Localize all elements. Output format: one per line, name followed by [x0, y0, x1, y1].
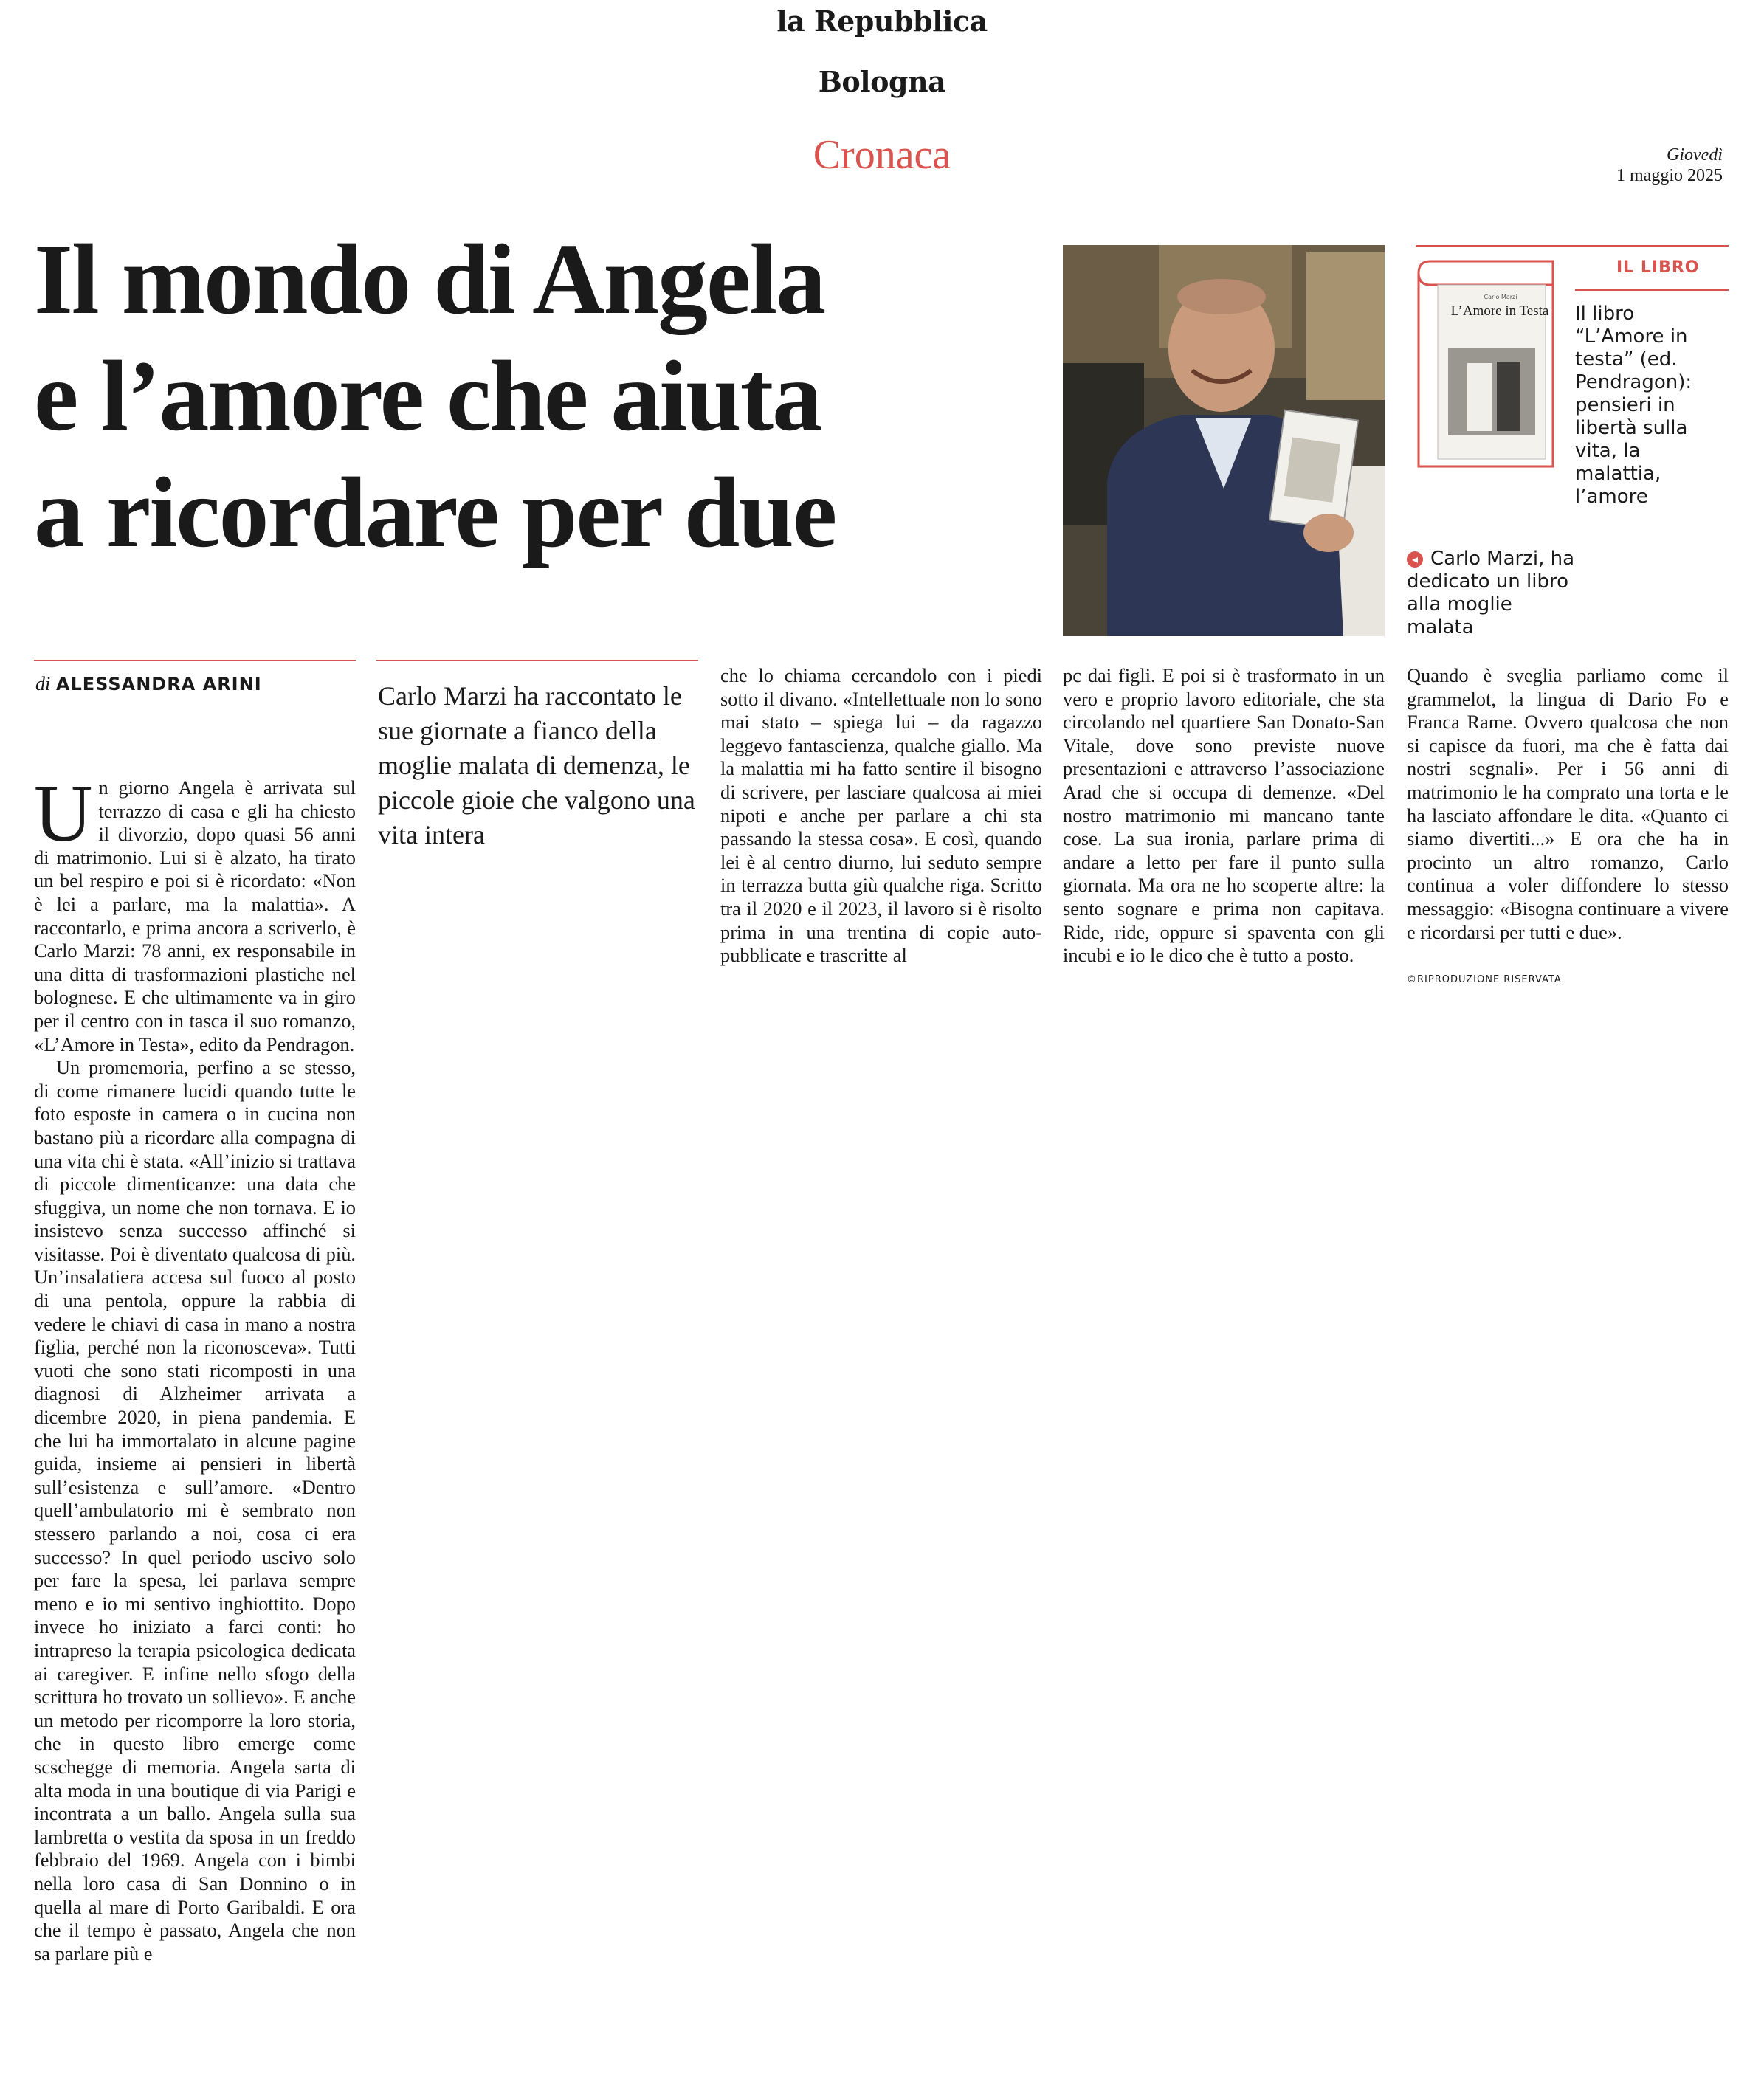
sidebox-rule [1575, 289, 1729, 291]
caption-text: Carlo Marzi, ha dedicato un libro alla moglie malata [1407, 548, 1575, 638]
lead-rule [376, 660, 698, 661]
headline [34, 221, 1038, 571]
book-sidebox [1416, 245, 1729, 508]
section-title: Cronaca [813, 132, 951, 178]
byline [35, 673, 262, 695]
article-paragraph-2: Un promemoria, perfino a se stesso, di come rimanere lucidi quando tutte le foto esposte in camera o in cucina non bastano più a ricordare alla compagna di una vita chi è stata. «All’inizio si trattava di piccole dimenticanze: una data che sfuggiva, un nome che non tornava. E io insistevo senza successo affinché si visitasse. Poi è diventato qualcosa di più. Un’insalatiera accesa sul fuoco al posto di una pentola, oppure la rabbia di vedere le chiavi di casa in mano a nostra figlia, perché non la riconosceva». Tutti vuoti che sono stati ricomposti in una diagnosi di Alzheimer arrivata a dicembre 2020, in piena pandemia. E che lui ha immortalato in alcune pagine guida, insieme ai pensieri in libertà sull’esistenza e sull’amore. «Dentro quell’ambulatorio mi è sembrato non stessero parlando a noi, cosa ci era successo? In quel periodo uscivo solo per fare la spesa, lei parlava sempre meno e io mi sentivo inghiottito. Dopo invece ho iniziato a farci conti: ho intrapreso la terapia psicologica dedicata ai caregiver. E infine nello sfogo della scrittura ho trovato un sollievo». E anche un metodo per ricomporre la loro storia, che in questo libro emerge come scschegge di memoria. Angela sarta di alta moda in una boutique di via Parigi e incontrata a un ballo. Angela sulla sua lambretta o vestita da sposa in un freddo febbraio del 1969. Angela con i bimbi nella loro casa di San Donnino o in quella al mare di Porto Garibaldi. E ora che il tempo è passato, Angela che non sa parlare più e [34, 1056, 356, 1965]
author-photo [1063, 245, 1385, 636]
article-lead: Carlo Marzi ha raccontato le sue giornate a fianco della moglie malata di demenza, le piccole gioie che valgono una vita intera [378, 681, 695, 849]
drop-cap: U [34, 768, 93, 858]
headline-line-1: Il mondo di Angela [34, 224, 825, 335]
article-paragraph-3: che lo chiama cercandolo con i piedi sotto il divano. «Intellettuale non lo sono mai stato – spiega lui – da ragazzo leggevo fantascienza, qualche giallo. Ma la malattia mi ha fatto sentire il bisogno di scrivere, per lasciare qualcosa ai miei nipoti e anche per parlare a chi sta passando la stessa cosa». E così, quando lei è al centro diurno, lui seduto sempre in terrazza butta giù qualche riga. Scritto tra il 2020 e il 2023, il lavoro si è risolto prima in una trentina di copie auto-pubblicate e trascritte al [720, 664, 1042, 967]
book-cover-author: Carlo Marzi [1484, 294, 1517, 300]
issue-weekday: Giovedì [1667, 145, 1723, 165]
photo-caption [1407, 548, 1584, 639]
byline-author: ALESSANDRA ARINI [55, 674, 262, 694]
sidebox-top-rule [1416, 245, 1729, 247]
book-cover-title: L’Amore in Testa [1450, 303, 1549, 319]
author-photo-illustration [1063, 245, 1385, 636]
sidebox-label: IL LIBRO [1616, 258, 1700, 277]
masthead-title: la Repubblica [776, 4, 988, 38]
article-column-2 [720, 664, 1042, 968]
issue-date [1616, 145, 1723, 186]
sidebox-text: Il libro “L’Amore in testa” (ed. Pendragon): pensieri in libertà sulla vita, la malattia, l’amore [1575, 303, 1692, 508]
byline-rule [34, 660, 356, 661]
article-column-1 [34, 768, 356, 1965]
article-column-4 [1407, 664, 1729, 944]
masthead-city: Bologna [818, 65, 946, 98]
article-column-3 [1063, 664, 1385, 968]
copyright-notice: ©RIPRODUZIONE RISERVATA [1407, 974, 1562, 985]
byline-prefix: di [35, 673, 51, 694]
issue-full-date: 1 maggio 2025 [1616, 166, 1723, 185]
article-paragraph-4: pc dai figli. E poi si è trasformato in un vero e proprio lavoro editoriale, che sta circolando nel quartiere San Donato-San Vitale, dove sono previste nuove presentazioni e attraverso l’associazione Arad che si occupa di demenze. «Del nostro matrimonio mi mancano tante cose. La sua ironia, parlare prima di andare a letto per fare il punto sulla giornata. Ma ora ne ho scoperte altre: la sento sognare e prima non capitava. Ride, ride, oppure si spaventa con gli incubi e io le dico che è tutto a posto. [1063, 664, 1385, 967]
caption-arrow-icon: ◂ [1407, 551, 1423, 568]
headline-line-2: e l’amore che aiuta [34, 341, 821, 452]
article-paragraph-5: Quando è sveglia parliamo come il grammelot, la lingua di Dario Fo e Franca Rame. Ovvero qualcosa che non si capisce da fuori, ma che è fatta dai nostri segnali». Per i 56 anni di matrimonio le ha comprato una torta e le ha lasciato affondare le dita. «Quanto ci siamo divertiti...» E ora che ha in procinto un altro romanzo, Carlo continua a voler diffondere lo stesso messaggio: «Bisogna continuare a vivere e ricordarsi per tutti e due». [1407, 664, 1729, 943]
headline-line-3: a ricordare per due [34, 458, 836, 568]
article-paragraph-1: n giorno Angela è arrivata sul terrazzo di casa e gli ha chiesto il divorzio, dopo quasi 56 anni di matrimonio. Lui si è alzato, ha tirato un bel respiro e poi si è ricordato: «Non è lei a parlare, ma la malattia». A raccontarlo, e prima ancora a scriverlo, è Carlo Marzi: 78 anni, ex responsabile in una ditta di trasformazioni plastiche nel bolognese. E che ultimamente va in giro per il centro con in tasca il suo romanzo, «L’Amore in Testa», edito da Pendragon. [34, 776, 356, 1055]
book-icon [1416, 252, 1568, 474]
